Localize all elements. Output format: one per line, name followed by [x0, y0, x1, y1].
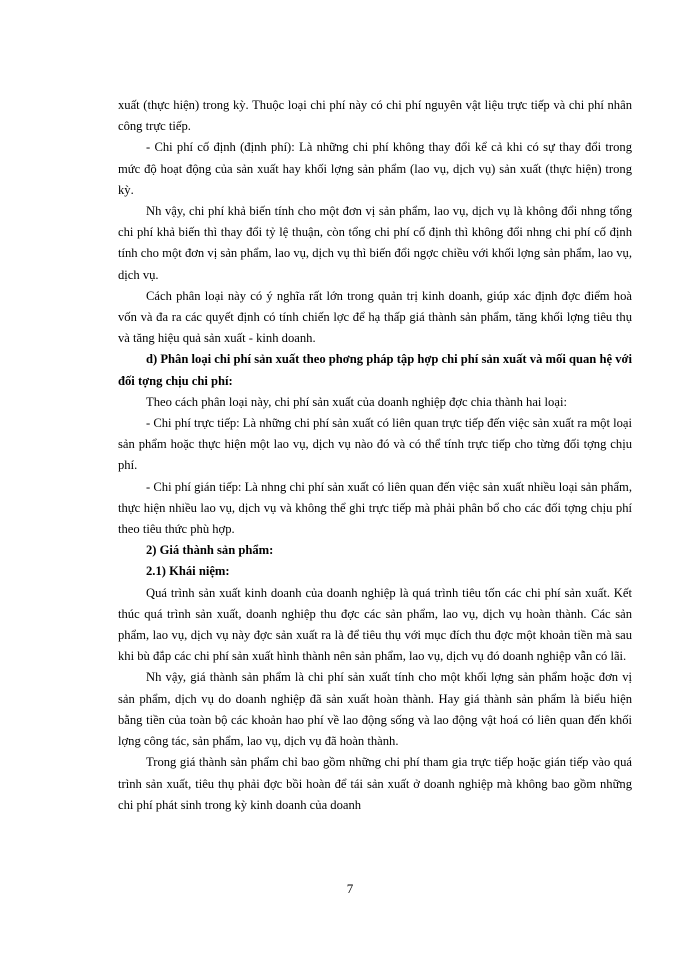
paragraph-indirect-cost: - Chi phí gián tiếp: Là nhng chi phí sản xuất có liên quan đến việc sản xuất nhiều loại sản phẩm, thực hiện nhiều lao vụ, dịch vụ và không thể ghi trực tiếp mà phải phân bổ cho các đối tợng chịu phí theo tiêu thức phù hợp. — [118, 479, 632, 537]
paragraph-product-cost-definition: Nh vậy, giá thành sản phẩm là chi phí sản xuất tính cho một khối lợng sản phẩm hoặc đơn vị sản phẩm, dịch vụ do doanh nghiệp đã sản xuất hoàn thành. Hay giá thành sản phẩm là biểu hiện bằng tiền của toàn bộ các khoản hao phí về lao động sống và lao động vật hoá có liên quan đến khối lợng công tác, sản phẩm, lao vụ, dịch vụ đã hoàn thành. — [118, 670, 632, 749]
paragraph-production-process: Quá trình sản xuất kinh doanh của doanh nghiệp là quá trình tiêu tốn các chi phí sản xuất. Kết thúc quá trình sản xuất, doanh nghiệp thu đợc các sản phẩm, lao vụ, dịch vụ hoàn thành. Các sản phẩm, lao vụ, dịch vụ này đợc sản xuất ra là để tiêu thụ với mục đích thu đợc một khoản tiền mà sau khi bù đắp các chi phí sản xuất hình thành nên sản phẩm, lao vụ, dịch vụ đó doanh nghiệp vẫn có lãi. — [118, 585, 632, 664]
paragraph-direct-cost: - Chi phí trực tiếp: Là những chi phí sản xuất có liên quan trực tiếp đến việc sản xuất ra một loại sản phẩm hoặc thực hiện một lao vụ, dịch vụ nào đó và có thể tính trực tiếp cho từng đối tợng chịu phí. — [118, 416, 632, 473]
paragraph-classification-significance: Cách phân loại này có ý nghĩa rất lớn trong quản trị kinh doanh, giúp xác định đợc điểm hoà vốn và đa ra các quyết định có tính chiến lợc để hạ thấp giá thành sản phẩm, tăng khối lợng tiêu thụ và tăng hiệu quả sản xuất - kinh doanh. — [118, 288, 632, 346]
paragraph-cost-behavior: Nh vậy, chi phí khả biến tính cho một đơn vị sản phẩm, lao vụ, dịch vụ là không đổi nhng tổng chi phí khả biến thì thay đổi tỷ lệ thuận, còn tổng chi phí cố định thì không đổi nhng chi phí cố định tính cho một đơn vị sản phẩm, lao vụ, dịch vụ thì biến đổi ngợc chiều với khối lợng sản phẩm, lao vụ, dịch vụ. — [118, 204, 632, 282]
section-heading-concept: 2.1) Khái niệm: — [146, 564, 230, 579]
paragraph-product-cost-scope: Trong giá thành sản phẩm chỉ bao gồm những chi phí tham gia trực tiếp hoặc gián tiếp vào quá trình sản xuất, tiêu thụ phải đợc bồi hoàn để tái sản xuất ở doanh nghiệp mà không bao gồm những chi phí phát sinh trong kỳ kinh doanh của doanh — [118, 755, 632, 812]
section-heading-product-cost: 2) Giá thành sản phẩm: — [146, 543, 274, 558]
paragraph-variable-cost-end: xuất (thực hiện) trong kỳ. Thuộc loại chi phí này có chi phí nguyên vật liệu trực tiếp và chi phí nhân công trực tiếp. — [118, 98, 632, 134]
paragraph-fixed-cost: - Chi phí cố định (định phí): Là những chi phí không thay đổi kể cả khi có sự thay đổi trong mức độ hoạt động của sản xuất hay khối lợng sản phẩm (lao vụ, dịch vụ) sản xuất (thực hiện) trong kỳ. — [118, 140, 632, 197]
section-heading-d: d) Phân loại chi phí sản xuất theo phơng pháp tập hợp chi phí sản xuất và mối quan hệ với đối tợng chịu chi phí: — [118, 352, 632, 388]
page-number: 7 — [346, 881, 354, 896]
paragraph-two-types: Theo cách phân loại này, chi phí sản xuất của doanh nghiệp đợc chia thành hai loại: — [146, 394, 567, 409]
document-page — [118, 95, 632, 816]
